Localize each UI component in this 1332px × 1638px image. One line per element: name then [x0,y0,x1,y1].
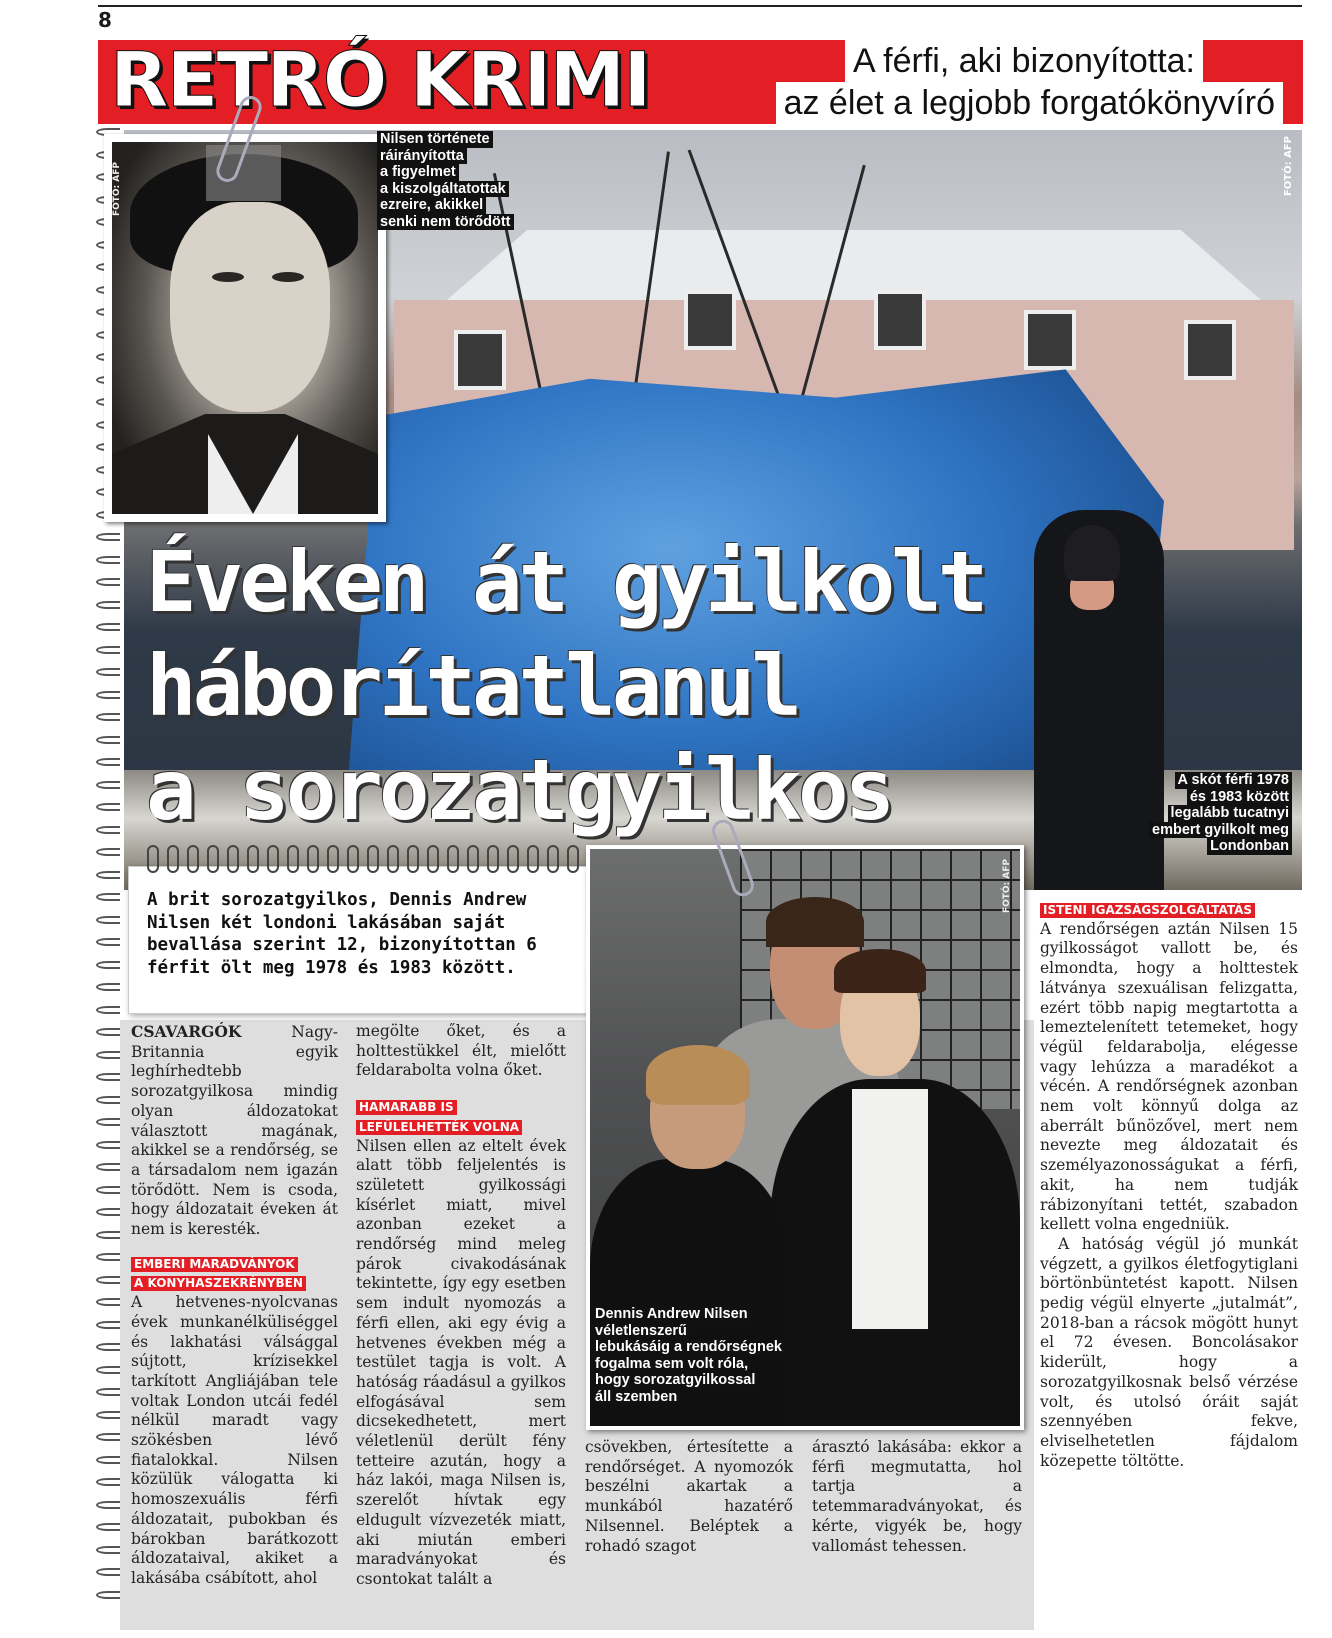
spiral-coil [96,556,120,564]
house-window [454,330,506,390]
article-column-3 [585,1438,793,1556]
officer-hair [646,1045,750,1105]
spiral-coil [96,848,120,856]
notepad-ring [227,845,239,873]
spiral-coil [96,916,120,924]
notepad-ring [287,845,299,873]
spiral-coil [96,893,120,901]
section-title: HAMARABB IS [356,1100,457,1115]
portrait-photo-credit: FOTÓ: AFP [112,162,122,217]
house-window [1184,320,1236,380]
caption-line: áll szemben [592,1389,680,1406]
headline-line: háborítatlanul [146,637,799,735]
spiral-coil [96,578,120,586]
spiral-coil [96,961,120,969]
spiral-coil [96,1051,120,1059]
section-title: ISTENI IGAZSÁGSZOLGÁLTATÁS [1040,903,1255,918]
house-window [684,290,736,350]
notepad-ring [547,845,559,873]
spiral-coil [96,1591,120,1599]
spiral-coil [96,1231,120,1239]
section-text: A rendőrségen aztán Nilsen 15 gyilkosságot vallott be, és elmondta, hogy a holttestek látványa szexuálisan felizgatta, ezért több napig megtartotta a lemeztelenített tetemeket, hogy végül feldarabolja, elégesse vagy lehúzza a maradékot a vécén. A rendőrségnek azonban nem volt könnyű dolga az aberrált bűnözővel, mert nem nevezte meg áldozatait és személyazonosságukat a férfi, akit, ha nem tudják rábizonyítani tettét, szabadon kellett volna engedniük. [1040,919,1298,1234]
spiral-coil [96,1411,120,1419]
headline-line: Éveken át gyilkolt [146,533,985,631]
caption-line: Londonban [1207,838,1292,855]
spiral-coil [96,938,120,946]
spiral-coil [96,1523,120,1531]
banner-subtitle-line1: A férfi, aki bizonyította: [845,40,1203,82]
spiral-coil [96,803,120,811]
spiral-coil [96,1006,120,1014]
portrait-face [170,202,330,412]
spiral-coil [96,1433,120,1441]
caption-line: a kiszolgáltatottak [377,181,509,198]
spiral-coil [96,668,120,676]
notepad-ring [567,845,579,873]
notepad-ring [447,845,459,873]
caption-line: Nilsen története [377,131,493,148]
notepad-ring [147,845,159,873]
spiral-coil [96,1096,120,1104]
spiral-coil [96,1141,120,1149]
arrest-photo-credit: FOTÓ: AFP [1002,859,1012,914]
article-column-4 [812,1438,1022,1556]
spiral-coil [96,781,120,789]
caption-line: fogalma sem volt róla, [592,1356,751,1373]
portrait-eye [272,272,304,282]
hero-caption [1149,772,1292,855]
caption-line: embert gyilkolt meg [1149,822,1292,839]
house-window [874,290,926,350]
caption-line: véletlenszerű [592,1323,690,1340]
banner-red-block [98,35,666,124]
banner-subtitle-block [666,40,1303,124]
spiral-coil [96,1546,120,1554]
spiral-coil [96,1253,120,1261]
spiral-coil [96,1118,120,1126]
caption-line: hogy sorozatgyilkossal [592,1372,758,1389]
house-window [1024,310,1076,370]
section-banner [98,35,1303,124]
spiral-coil [96,758,120,766]
portrait-eye [212,272,244,282]
notepad-ring [327,845,339,873]
spiral-coil [96,646,120,654]
notepad-ring [507,845,519,873]
spiral-coil [96,691,120,699]
section-text: Nilsen ellen az eltelt évek alatt több feljelentés is született gyilkossági kísérlet miatt, mivel azonban ezeket a rendőrség mind meleg párok civakodásának tekintette, így egy esetben sem indult nyomozás a férfi ellen, aki egy évig a hetvenes években még a testület tagja is volt. A hatóság ráadásul a gyilkos elfogásával sem dicsekedhetett, mert véletlenül derült fény tetteire azután, hogy a ház lakói, maga Nilsen is, szerelőt hívtak egy eldugult vízvezeték miatt, aki miután emberi maradványokat és csontokat talált a [356,1136,566,1588]
notepad-ring [467,845,479,873]
spiral-coil [96,1456,120,1464]
spiral-coil [96,1366,120,1374]
police-helmet [1064,525,1120,581]
spiral-coil [96,1208,120,1216]
notepad-ring [347,845,359,873]
spiral-coil [96,1501,120,1509]
spiral-coil [96,1321,120,1329]
caption-line: a figyelmet [377,164,459,181]
portrait-jacket [112,414,378,514]
spiral-coil [96,1073,120,1081]
caption-line: Dennis Andrew Nilsen [592,1306,751,1323]
caption-line: és 1983 között [1187,789,1292,806]
banner-subtitle-line2: az élet a legjobb forgatókönyvíró [776,82,1283,124]
spiral-coil [96,601,120,609]
spiral-coil [96,1276,120,1284]
spiral-coil [96,1298,120,1306]
notepad-ring [247,845,259,873]
caption-line: lebukásáig a rendőrségnek [592,1339,785,1356]
portrait-caption [377,131,514,230]
caption-line: A skót férfi 1978 [1175,772,1292,789]
person-bearded-hair [766,897,864,947]
notepad-ring [427,845,439,873]
top-rule [98,5,1302,7]
spiral-coil [96,1186,120,1194]
section-title: LEFÜLELHETTÉK VOLNA [356,1120,522,1135]
caption-line: ezreire, akikkel [377,197,486,214]
caption-line: ráirányította [377,148,467,165]
spiral-coil [96,1478,120,1486]
section-title: A KONYHASZEKRÉNYBEN [131,1276,306,1291]
spiral-coil [96,1028,120,1036]
spiral-coil [96,1343,120,1351]
spiral-coil [96,1568,120,1576]
hero-photo-credit: FOTÓ: AFP [1283,136,1294,197]
spiral-coil [96,533,120,541]
caption-line: legalább tucatnyi [1168,805,1292,822]
notepad-ring [267,845,279,873]
caption-line: senki nem törődött [377,214,514,231]
spiral-coil [96,871,120,879]
nilsen-shirt [852,1089,928,1329]
intro-text: Nagy-Britannia egyik leghírhedtebb sorozatgyilkosa mindig olyan áldozatokat választott magának, akikkel se a rendőrség, se a társadalom nem igazán törődött. Nem is csoda, hogy áldozatait éveken át nem is keresték. [131,1023,338,1239]
column-text: csövekben, értesítette a rendőrséget. A nyomozók beszélni akartak a munkából hazatérő Nilsennel. Beléptek a rohadó szagot [585,1438,793,1555]
page-number: 8 [98,8,112,32]
section-title: EMBERI MARADVÁNYOK [131,1257,298,1272]
section-text: A hetvenes-nyolcvanas évek munkanélküliséggel és lakhatási válsággal sújtott, krízisekkel tarkított Angliájában tele voltak London utcái fedél nélkül maradt vagy szökésben lévő fiatalokkal. Nilsen közülük válogatta ki homoszexuális férfi áldozatait, pubokban és bárokban barátkozott áldozataival, akiket a lakásába csábított, ahol [131,1293,338,1587]
notepad-ring [187,845,199,873]
notepad-ring [167,845,179,873]
headline [146,530,984,842]
banner-title: RETRÓ KRIMI [110,35,650,124]
spiral-coil [96,1163,120,1171]
intro-keyword: CSAVARGÓK [131,1022,242,1041]
notepad-ring [367,845,379,873]
arrest-photo-caption [592,1306,785,1405]
notepad-ring [487,845,499,873]
notepad-ring [407,845,419,873]
notepad-rings [147,845,587,875]
section-text: A hatóság végül jó munkát végzett, a gyilkos életfogytiglani börtönbüntetést kapott. Nilsen pedig végül elnyerte „jutalmát”, 2018-ban a rácsok mögött hunyt el 72 évesen. Boncolásakor kiderült, hogy a sorozatgyilkosnak belső vérzése volt, és utolsó óráit saját szennyében fekve, elviselhetetlen fájdalom közepette töltötte. [1040,1234,1298,1470]
spiral-coil [96,826,120,834]
column-text: árasztó lakásába: ekkor a férfi megmutatta, hol tartja a tetemmaradványokat, és kérte, vigyék be, hogy vallomást tehessen. [812,1438,1022,1555]
article-column-right [1040,900,1298,1471]
spiral-coil [96,1388,120,1396]
notepad-ring [307,845,319,873]
lead-box [128,866,592,1014]
headline-line: a sorozatgyilkos [146,741,892,839]
nilsen-hair [834,949,926,993]
notepad-ring [207,845,219,873]
column-text: megölte őket, és a holttestükkel élt, mielőtt feldarabolta volna őket. [356,1022,566,1080]
article-column-1 [131,1022,338,1589]
article-column-2 [356,1022,566,1590]
spiral-coil [96,983,120,991]
notepad-ring [527,845,539,873]
notepad-ring [387,845,399,873]
spiral-coil [96,713,120,721]
spiral-coil [96,736,120,744]
lead-text: A brit sorozatgyilkos, Dennis Andrew Nilsen két londoni lakásában saját bevallása szerint 12, bizonyítottan 6 férfit ölt meg 1978 és 1983 között. [147,890,537,978]
spiral-coil [96,623,120,631]
